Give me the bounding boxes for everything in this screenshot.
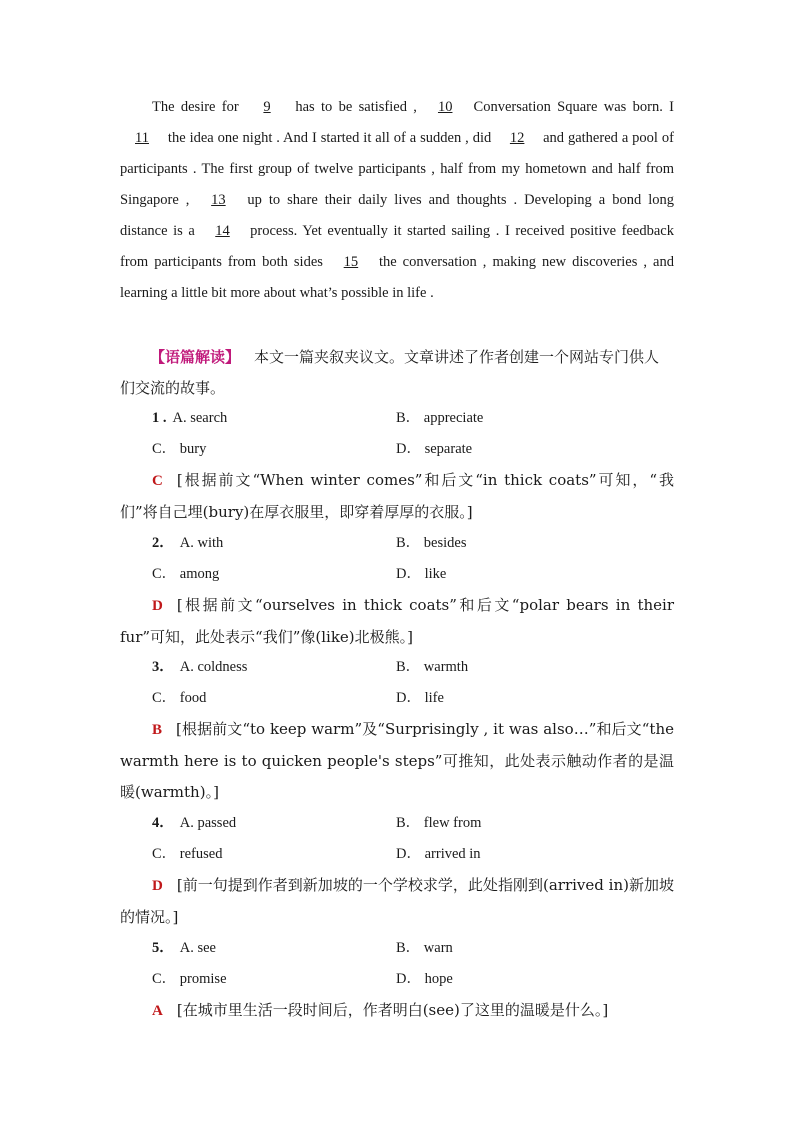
option-b: B． besides: [396, 535, 467, 551]
blank-14: 14: [215, 223, 230, 239]
question-2-row-1: [152, 528, 672, 559]
option-d: D． arrived in: [396, 846, 481, 862]
passage-text: the idea one night . And I started it all of a sudden , did: [164, 130, 496, 146]
question-5-row-1: [152, 933, 672, 964]
answer-explanation: [在城市里生活一段时间后，作者明白(see)了这里的温暖是什么。]: [176, 1001, 609, 1019]
question-number: 4．: [152, 815, 174, 831]
passage-text: and gathered a pool of participants . The first group of twelve participants , half from my hometown and half from Singapore ,: [120, 130, 674, 208]
analysis-tag: 【语篇解读】: [150, 348, 241, 366]
question-1-row-1: [152, 403, 672, 434]
question-4-row-2: [152, 839, 672, 870]
option-d: D． hope: [396, 971, 453, 987]
option-c: C． promise: [152, 971, 227, 987]
answer-letter: D: [152, 878, 163, 894]
option-b: B． warmth: [396, 659, 469, 675]
passage-text: has to be satisfied ,: [289, 99, 424, 115]
passage-text: up to share their daily lives and thoughts . Developing a bond long distance is a: [120, 192, 674, 239]
answer-letter: D: [152, 598, 163, 614]
option-a: A. passed: [179, 815, 237, 831]
option-a: A. coldness: [179, 659, 248, 675]
passage-text: process. Yet eventually it started sailing . I received positive feedback from participants from both sides: [120, 223, 674, 270]
option-a: A. see: [179, 940, 216, 956]
option-a: A. search: [172, 410, 228, 426]
option-a: A. with: [179, 535, 224, 551]
passage-text: the conversation , making new discoveries , and learning a little bit more about what’s possible in life .: [120, 254, 674, 301]
blank-9: 9: [263, 99, 271, 115]
option-b: B． flew from: [396, 815, 482, 831]
blank-13: 13: [211, 192, 226, 208]
option-d: D． separate: [396, 441, 473, 457]
question-3-row-1: [152, 652, 672, 683]
question-number: 2．: [152, 535, 174, 551]
question-1-row-2: [152, 434, 672, 465]
question-4-row-1: [152, 808, 672, 839]
question-number: 5．: [152, 940, 174, 956]
blank-15: 15: [343, 254, 359, 270]
answer-explanation: [根据前文“to keep warm”及“Surprisingly , it was also…”和后文“the warmth here is to quicken people's steps”可推知，此处表示触动作者的是温暖(warmth)。]: [120, 720, 674, 801]
answer-4: [120, 870, 674, 933]
option-d: D． life: [396, 690, 444, 706]
blank-12: 12: [509, 130, 525, 146]
question-number: 1 .: [152, 410, 167, 426]
option-c: C． among: [152, 566, 220, 582]
answer-2: [120, 590, 674, 653]
answer-explanation: [根据前文“ourselves in thick coats”和后文“polar bears in their fur”可知，此处表示“我们”像(like)北极熊。]: [120, 596, 674, 646]
passage-text: Conversation Square was born. I: [467, 99, 674, 115]
cloze-passage: [120, 92, 674, 309]
blank-11: 11: [135, 130, 149, 146]
answer-explanation: [根据前文“When winter comes”和后文“in thick coats”可知，“我们”将自己埋(bury)在厚衣服里，即穿着厚厚的衣服。]: [120, 471, 674, 521]
question-2-row-2: [152, 559, 672, 590]
answer-letter: C: [152, 473, 163, 489]
answer-explanation: [前一句提到作者到新加坡的一个学校求学，此处指刚到(arrived in)新加坡的情况。]: [120, 876, 674, 926]
option-b: B． appreciate: [396, 410, 484, 426]
question-number: 3．: [152, 659, 174, 675]
answer-5: [120, 995, 674, 1027]
answer-letter: B: [152, 722, 163, 738]
option-c: C． refused: [152, 846, 223, 862]
option-d: D． like: [396, 566, 447, 582]
blank-10: 10: [437, 99, 453, 115]
question-5-row-2: [152, 964, 672, 995]
option-b: B． warn: [396, 940, 453, 956]
answer-1: [120, 465, 674, 528]
option-c: C． food: [152, 690, 207, 706]
answer-letter: A: [152, 1003, 163, 1019]
passage-text: The desire for: [152, 99, 246, 115]
discourse-analysis: [120, 342, 674, 404]
question-3-row-2: [152, 683, 672, 714]
analysis-text: 本文一篇夹叙夹议文。文章讲述了作者创建一个网站专门供人们交流的故事。: [120, 348, 660, 397]
option-c: C． bury: [152, 441, 207, 457]
answer-3: [120, 714, 674, 808]
